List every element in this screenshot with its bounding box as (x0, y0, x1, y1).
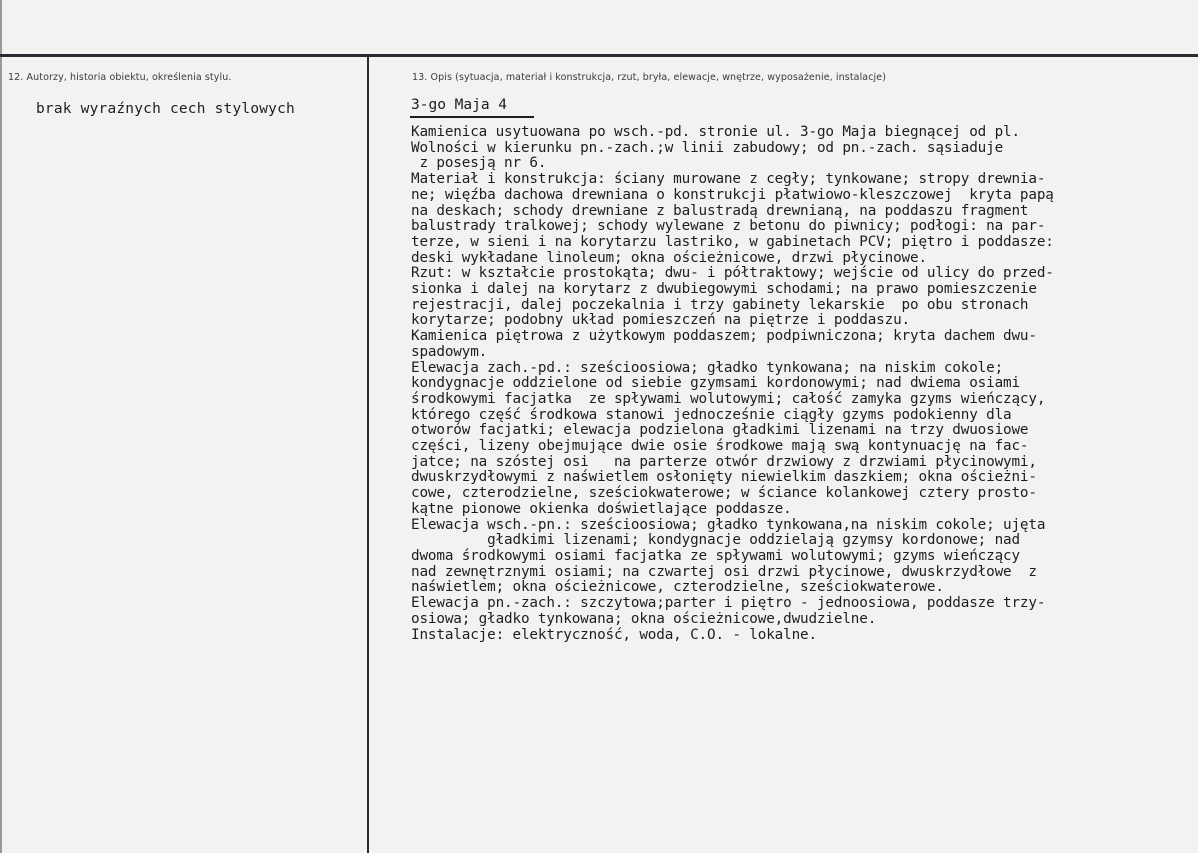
description-line: kondygnacje oddzielone od siebie gzymsami kordonowymi; nad dwiema osiami (411, 375, 1020, 392)
description-line: osiowa; gładko tynkowana; okna ościeżnicowe,dwudzielne. (411, 610, 877, 627)
section-13-header: 13. Opis (sytuacja, materiał i konstrukcja, rzut, bryła, elewacje, wnętrze, wyposażenie, instalacje) (412, 72, 887, 83)
description-line: Materiał i konstrukcja: ściany murowane z cegły; tynkowane; stropy drewnia- (411, 171, 1046, 188)
card-left-edge (0, 0, 2, 853)
description-line: środkowymi facjatka ze spływami wolutowymi; całość zamyka gzyms wieńczący, (411, 390, 1046, 407)
address-heading: 3-go Maja 4 (411, 97, 508, 113)
description-line: części, lizeny obejmujące dwie osie środkowe mają swą kontynuację na fac- (411, 438, 1029, 455)
description-line: spadowym. (411, 343, 488, 360)
section-12-header: 12. Autorzy, historia obiektu, określenia stylu. (8, 72, 232, 83)
description-line: gładkimi lizenami; kondygnacje oddzielają gzymsy kordonowe; nad (411, 532, 1020, 549)
description-line: Instalacje: elektryczność, woda, C.O. - lokalne. (411, 626, 817, 643)
description-line: którego część środkowa stanowi jednocześnie ciągły gzyms podokienny dla (411, 406, 1012, 423)
description-line: ne; więźba dachowa drewniana o konstrukcji płatwiowo-kleszczowej kryta papą (411, 186, 1054, 203)
description-line: dwoma środkowymi osiami facjatka ze spływami wolutowymi; gzyms wieńczący (411, 547, 1020, 564)
description-line: nad zewnętrznymi osiami; na czwartej osi drzwi płycinowe, dwuskrzydłowe z (411, 563, 1037, 580)
description-line: otworów facjatki; elewacja podzielona gładkimi lizenami na trzy dwuosiowe (411, 422, 1029, 439)
style-description: brak wyraźnych cech stylowych (36, 101, 295, 117)
description-line: balustrady tralkowej; schody wylewane z betonu do piwnicy; podłogi: na par- (411, 218, 1046, 235)
description-line: Wolności w kierunku pn.-zach.;w linii zabudowy; od pn.-zach. sąsiaduje (411, 139, 1004, 156)
description-line: Elewacja zach.-pd.: sześcioosiowa; gładko tynkowana; na niskim cokole; (411, 359, 1004, 376)
description-line: deski wykładane linoleum; okna ościeżnicowe, drzwi płycinowe. (411, 249, 927, 266)
description-line: rejestracji, dalej poczekalnia i trzy gabinety lekarskie po obu stronach (411, 296, 1029, 313)
description-line: sionka i dalej na korytarz z dwubiegowymi schodami; na prawo pomieszczenie (411, 281, 1037, 298)
description-line: z posesją nr 6. (411, 155, 547, 172)
description-line: jatce; na szóstej osi na parterze otwór drzwiowy z drzwiami płycinowymi, (411, 453, 1037, 470)
description-line: terze, w sieni i na korytarzu lastriko, w gabinetach PCV; piętro i poddasze: (411, 233, 1054, 250)
description-line: naświetlem; okna ościeżnicowe, czterodzielne, sześciokwaterowe. (411, 579, 944, 596)
description-line: Rzut: w kształcie prostokąta; dwu- i półtraktowy; wejście od ulicy do przed- (411, 265, 1054, 282)
description-line: Elewacja pn.-zach.: szczytowa;parter i piętro - jednoosiowa, poddasze trzy- (411, 595, 1046, 612)
description-line: cowe, czterodzielne, sześciokwaterowe; w ściance kolankowej cztery prosto- (411, 485, 1037, 502)
description-line: kątne pionowe okienka doświetlające poddasze. (411, 500, 792, 517)
header-rule (0, 54, 1198, 57)
description-line: na deskach; schody drewniane z balustradą drewnianą, na poddaszu fragment (411, 202, 1029, 219)
description-line: Kamienica usytuowana po wsch.-pd. stronie ul. 3-go Maja biegnącej od pl. (411, 124, 1020, 140)
column-divider (367, 57, 369, 853)
description-line: Elewacja wsch.-pn.: sześcioosiowa; gładko tynkowana,na niskim cokole; ujęta (411, 516, 1046, 533)
address-underline (410, 116, 534, 118)
description-line: dwuskrzydłowymi z naświetlem osłonięty niewielkim daszkiem; okna ościeżni- (411, 469, 1037, 486)
description-line: Kamienica piętrowa z użytkowym poddaszem; podpiwniczona; kryta dachem dwu- (411, 328, 1037, 345)
description-text (411, 125, 1191, 643)
description-line: korytarze; podobny układ pomieszczeń na piętrze i poddaszu. (411, 312, 910, 329)
